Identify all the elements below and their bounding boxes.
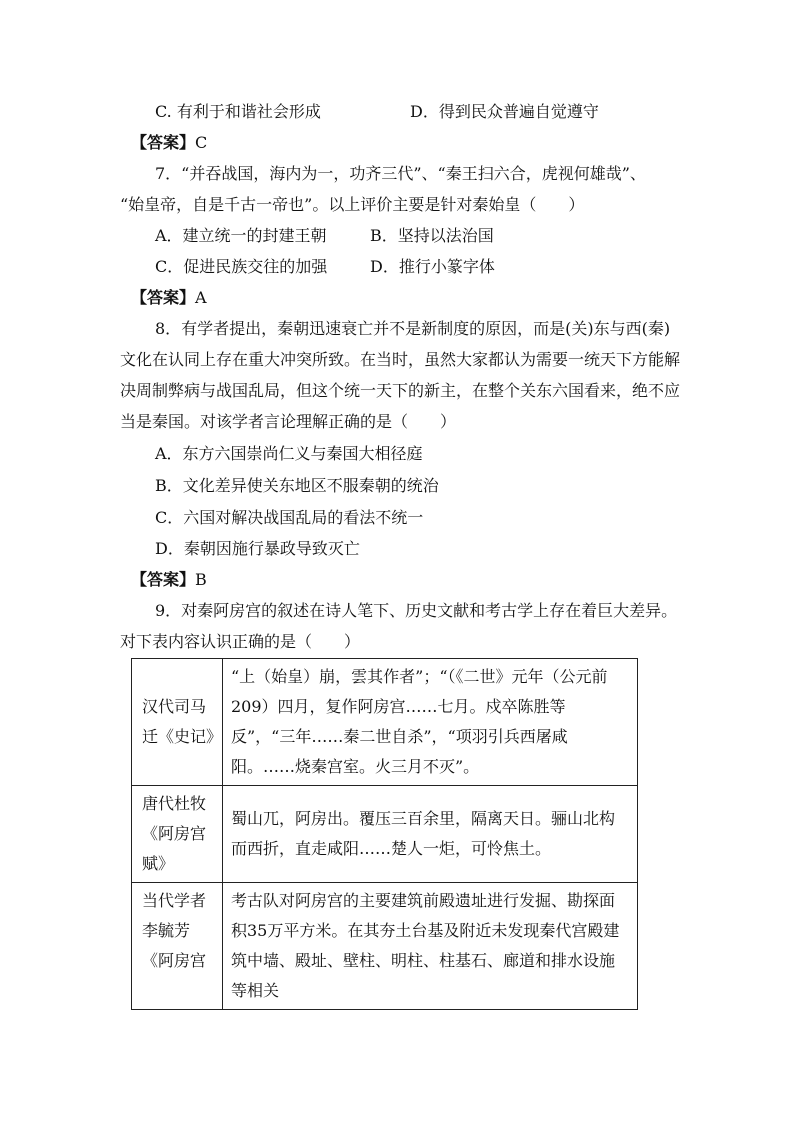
q8-stem-line2: 文化在认同上存在重大冲突所致。在当时，虽然大家都认为需要一统天下方能解 — [120, 350, 681, 369]
q8-option-c: C．六国对解决战国乱局的看法不统一 — [155, 508, 424, 527]
q8-stem-line3: 决周制弊病与战国乱局，但这个统一天下的新主，在整个关东六国看来，绝不应 — [120, 381, 681, 400]
q8-option-d: D．秦朝因施行暴政导致灭亡 — [155, 539, 360, 558]
answer-value: C — [195, 133, 208, 152]
q7-stem-line2: “始皇帝，自是千古一帝也”。以上评价主要是针对秦始皇（ ） — [120, 195, 585, 214]
q8-stem-line1: 8．有学者提出，秦朝迅速衰亡并不是新制度的原因，而是(关)东与西(秦) — [155, 319, 671, 338]
q7-option-c: C．促进民族交往的加强 — [155, 257, 328, 276]
q7-option-a: A．建立统一的封建王朝 — [155, 226, 327, 245]
q8-option-a: A．东方六国崇尚仁义与秦国大相径庭 — [155, 444, 423, 463]
source-cell: 当代学者李毓芳《阿房宫 — [132, 883, 223, 1010]
q7-answer — [131, 288, 207, 308]
table-row — [132, 883, 638, 1010]
answer-label: 【答案】 — [131, 288, 196, 307]
answer-label: 【答案】 — [131, 570, 196, 589]
answer-value: B — [195, 570, 207, 589]
content-cell: 蜀山兀，阿房出。覆压三百余里，隔离天日。骊山北构而西折，直走咸阳……楚人一炬，可怜焦土。 — [223, 786, 638, 883]
content-cell: 考古队对阿房宫的主要建筑前殿遗址进行发掘、勘探面积35万平方米。在其夯土台基及附近未发现秦代宫殿建筑中墙、殿址、壁柱、明柱、柱基石、廊道和排水设施等相关 — [223, 883, 638, 1010]
q9-stem-line1: 9．对秦阿房宫的叙述在诗人笔下、历史文献和考古学上存在着巨大差异。 — [155, 601, 678, 620]
q8-stem-line4: 当是秦国。对该学者言论理解正确的是（ ） — [120, 412, 457, 431]
q9-stem-line2: 对下表内容认识正确的是（ ） — [120, 632, 361, 651]
table-row — [132, 786, 638, 883]
q6-option-d: D．得到民众普遍自觉遵守 — [410, 102, 599, 121]
q8-option-b: B．文化差异使关东地区不服秦朝的统治 — [155, 476, 439, 495]
q7-option-b: B．坚持以法治国 — [370, 226, 494, 245]
content-cell: “上（始皇）崩，雲其作者”；“（《二世》元年（公元前209）四月，复作阿房宫……七月。戍卒陈胜等反”，“三年……秦二世自杀”，“项羽引兵西屠咸阳。……烧秦宫室。火三月不灭”。 — [223, 659, 638, 786]
q7-stem-line1: 7．“并吞战国，海内为一，功齐三代”、“秦王扫六合，虎视何雄哉”、 — [155, 164, 646, 183]
answer-label: 【答案】 — [131, 133, 196, 152]
q6-option-c: C. 有利于和谐社会形成 — [155, 102, 321, 121]
source-cell: 汉代司马迁《史记》 — [132, 659, 223, 786]
q7-option-d: D．推行小篆字体 — [370, 257, 495, 276]
q8-answer — [131, 570, 207, 590]
source-cell: 唐代杜牧《阿房宫赋》 — [132, 786, 223, 883]
answer-value: A — [195, 288, 207, 307]
table-row — [132, 659, 638, 786]
q6-answer — [131, 133, 207, 153]
source-comparison-table — [131, 658, 638, 1010]
